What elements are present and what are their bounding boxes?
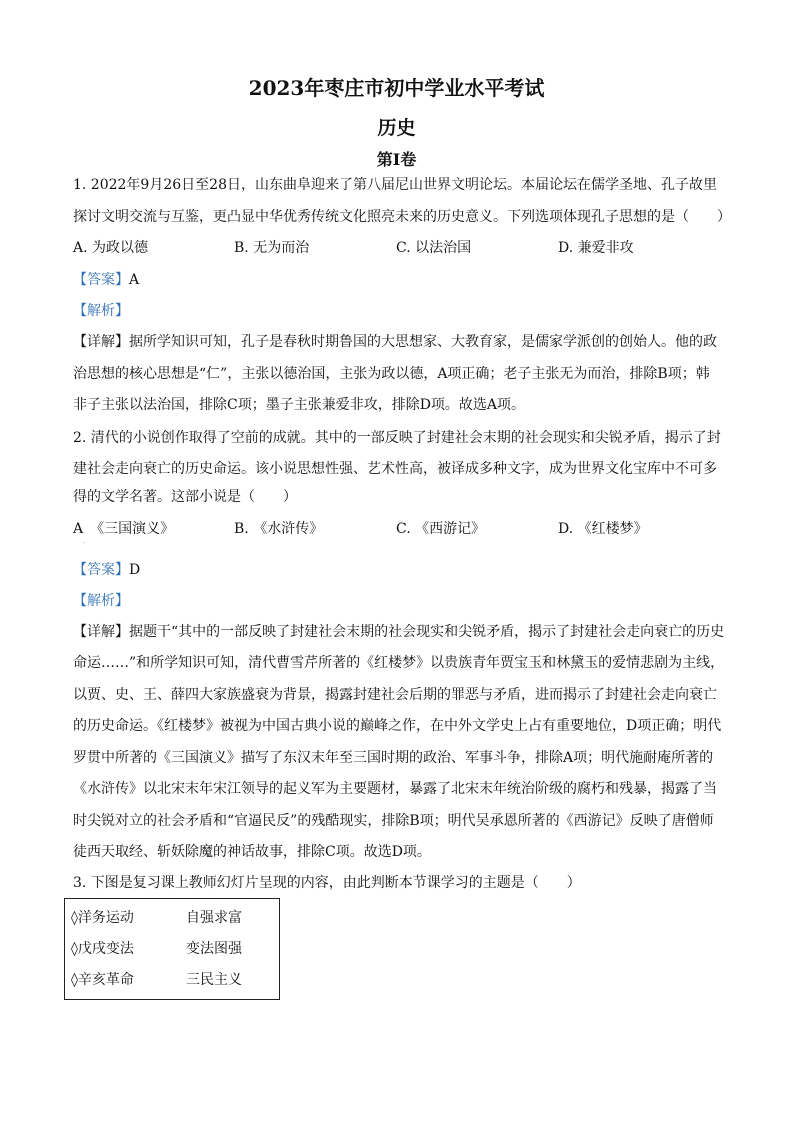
q1-detail-line: 治思想的核心思想是“仁”，主张以德治国，主张为政以德，A项正确；老子主张无为而治，排除B项；韩 bbox=[73, 366, 710, 382]
q1-detail-line: 非子主张以法治国，排除C项；墨子主张兼爱非攻，排除D项。故选A项。 bbox=[73, 397, 526, 413]
q2-detail-line: 的历史命运。《红楼梦》被视为中国古典小说的巅峰之作，在中外文学史上占有重要地位，D项正确；明代 bbox=[73, 718, 722, 734]
slide-slogan: 三民主义 bbox=[186, 972, 242, 988]
q2-detail-line: 《水浒传》以北宋末年宋江领导的起义军为主要题材，暴露了北宋末年统治阶级的腐朽和残暴，揭露了当 bbox=[73, 781, 717, 797]
q2-detail-line: 时尖锐对立的社会矛盾和“官逼民反”的残酷现实，排除B项；明代吴承恩所著的《西游记》反映了唐僧师 bbox=[73, 813, 714, 829]
slide-row bbox=[71, 971, 242, 989]
q2-detail-line: 命运……”和所学知识可知，清代曹雪芹所著的《红楼梦》以贵族青年贾宝玉和林黛玉的爱情悲剧为主线， bbox=[73, 655, 725, 671]
q2-stem-line: 2. 清代的小说创作取得了空前的成就。其中的一部反映了封建社会末期的社会现实和尖锐矛盾，揭示了封 bbox=[73, 430, 721, 446]
q2-answer bbox=[73, 561, 733, 579]
detail-label: 【详解】 bbox=[73, 334, 129, 350]
slide-event: ◊辛亥革命 bbox=[71, 972, 134, 988]
q1-option-a: A. 为政以德 bbox=[73, 240, 149, 256]
q2-detail-line bbox=[73, 623, 733, 641]
q1-stem-line: 探讨文明交流与互鉴，更凸显中华优秀传统文化照亮未来的历史意义。下列选项体现孔子思想的是（ ） bbox=[73, 209, 731, 225]
stray-dot: · bbox=[83, 540, 85, 547]
q1-detail-line bbox=[73, 333, 733, 351]
q2-detail-line: 罗贯中所著的《三国演义》描写了东汉末年至三国时期的政治、军事斗争，排除A项；明代施耐庵所著的 bbox=[73, 750, 714, 766]
slide-row bbox=[71, 940, 242, 958]
answer-label: 【答案】 bbox=[73, 272, 129, 288]
q3-stem-line: 3. 下图是复习课上教师幻灯片呈现的内容，由此判断本节课学习的主题是（ ） bbox=[73, 875, 581, 891]
q2-option-c: C. 《西游记》 bbox=[396, 521, 486, 537]
slide-event: ◊洋务运动 bbox=[71, 910, 134, 926]
q1-option-d: D. 兼爱非攻 bbox=[558, 240, 634, 256]
answer-label: 【答案】 bbox=[73, 562, 129, 578]
page-title: 2023年枣庄市初中学业水平考试 bbox=[248, 76, 545, 100]
q2-option-a: A 《三国演义》 bbox=[73, 521, 175, 537]
slide-content-box bbox=[64, 898, 280, 1000]
answer-value: D bbox=[129, 562, 141, 578]
q2-detail-line: 以贾、史、王、薛四大家族盛衰为背景，揭露封建社会后期的罪恶与矛盾，进而揭示了封建社会走向衰亡 bbox=[73, 687, 717, 703]
answer-value: A bbox=[129, 272, 140, 288]
q2-detail-line: 徒西天取经、斩妖除魔的神话故事，排除C项。故选D项。 bbox=[73, 844, 431, 860]
detail-label: 【详解】 bbox=[73, 624, 129, 640]
q2-option-b: B. 《水浒传》 bbox=[234, 521, 324, 537]
slide-row bbox=[71, 909, 242, 927]
q1-analysis-label: 【解析】 bbox=[73, 303, 129, 319]
q2-analysis-label: 【解析】 bbox=[73, 593, 129, 609]
section-title: 第Ⅰ卷 bbox=[376, 150, 417, 169]
q1-stem-line: 1. 2022年9月26日至28日，山东曲阜迎来了第八届尼山世界文明论坛。本届论坛在儒学圣地、孔子故里 bbox=[73, 177, 717, 193]
slide-slogan: 变法图强 bbox=[186, 941, 242, 957]
q1-answer bbox=[73, 271, 733, 289]
detail-text: 据题干“其中的一部反映了封建社会末期的社会现实和尖锐矛盾，揭示了封建社会走向衰亡的历史 bbox=[129, 624, 725, 640]
detail-text: 据所学知识可知，孔子是春秋时期鲁国的大思想家、大教育家，是儒家学派创的创始人。他的政 bbox=[129, 334, 717, 350]
q2-stem-line: 建社会走向衰亡的历史命运。该小说思想性强、艺术性高，被译成多种文字，成为世界文化宝库中不可多 bbox=[73, 461, 717, 477]
q2-stem-line: 得的文学名著。这部小说是（ ） bbox=[73, 489, 297, 505]
slide-event: ◊戊戌变法 bbox=[71, 941, 134, 957]
subject-title: 历史 bbox=[377, 117, 416, 139]
q2-option-d: D. 《红楼梦》 bbox=[558, 521, 648, 537]
slide-slogan: 自强求富 bbox=[186, 910, 242, 926]
q1-option-b: B. 无为而治 bbox=[234, 240, 310, 256]
q1-option-c: C. 以法治国 bbox=[396, 240, 472, 256]
